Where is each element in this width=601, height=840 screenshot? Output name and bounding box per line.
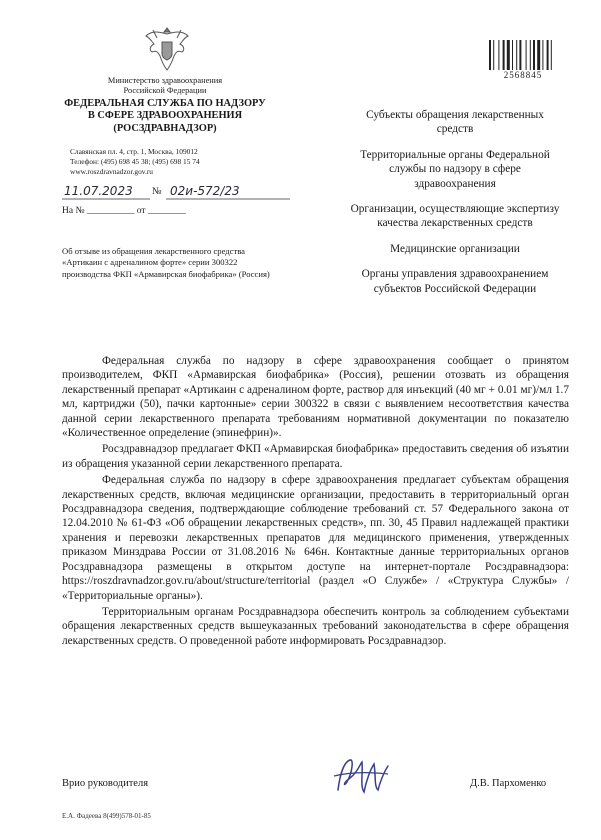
barcode-bar (526, 40, 527, 70)
barcode-bar (516, 40, 517, 70)
address-line: www.roszdravnadzor.gov.ru (70, 167, 153, 176)
registration-number: 02и-572/23 (170, 184, 240, 198)
body-paragraph: Федеральная служба по надзору в сфере здравоохранения предлагает субъектам обращения лекарственных средств, включая медицинские организации, предоставить в территориальный орган Росздравнадзора сведения, подтверждающие соблюдение требований ст. 57 Федерального закона от 12.04.2010 № 61-ФЗ «Об обращении лекарственных средств», пп. 30, 45 Правил надлежащей практики хранения и перевозки лекарственных препаратов для медицинского применения, утвержденных приказом Минздрава России от 31.08.2016 № 646н. Контактные данные территориальных органов Росздравнадзора размещены в открытом доступе на интернет-портале Росздравнадзора: https://roszdravnadzor.gov.ru/about/structure/territorial (раздел «О Службе» / «Структура Службы» / «Территориальные органы»). (62, 474, 569, 602)
body-paragraph: Федеральная служба по надзору в сфере здравоохранения сообщает о принятом производителем, ФКП «Армавирская биофабрика» (Россия), решении отозвать из обращения лекарственный препарат «Артикаин с адреналином форте, раствор для инъекций (40 мг + 0.01 мг)/мл 1.7 мл, картриджи (50), пачки картонные» серии 300322 в связи с выявлением несоответствия качества данной серии лекарственного препарата требованиям нормативной документации по показателю «Количественное определение (эпинефрин)». (62, 355, 569, 440)
barcode-bar (493, 40, 494, 70)
signatory-name: Д.В. Пархоменко (470, 778, 547, 789)
registration-date: 11.07.2023 (64, 184, 133, 198)
recipients-block (350, 108, 560, 307)
reference-line: На № __________ от ________ (62, 206, 186, 216)
service-address (70, 147, 270, 177)
barcode (488, 40, 558, 70)
ministry-line: Министерство здравоохранения (107, 76, 223, 85)
registration-no-label: № (152, 186, 162, 197)
barcode-bar (533, 40, 535, 70)
barcode-bar (489, 40, 491, 70)
recipient: Органы управления здравоохранением субъектов Российской Федерации (361, 268, 549, 295)
ministry-line: Российской Федерации (123, 86, 207, 95)
barcode-bar (507, 40, 510, 70)
letter-body (62, 354, 569, 650)
recipient: Территориальные органы Федеральной службы по надзору в сфере здравоохранения (360, 148, 550, 190)
registration-line (62, 184, 292, 204)
barcode-number: 2568845 (503, 70, 543, 80)
handwritten-signature (330, 754, 392, 798)
barcode-bar (512, 40, 513, 70)
recipient: Субъекты обращения лекарственных средств (366, 109, 544, 136)
service-line: В СФЕРЕ ЗДРАВООХРАНЕНИЯ (87, 110, 243, 122)
body-paragraph: Территориальным органам Росздравнадзора обеспечить контроль за соблюдением субъектами обращения лекарственных средств вышеуказанных требований законодательства в сфере обращения лекарственных средств. О проведенной работе информировать Росздравнадзор. (62, 605, 569, 647)
barcode-bar (530, 40, 531, 70)
letter-subject: Об отзыве из обращения лекарственного средства «Артикаин с адреналином форте» серии 300322 производства ФКП «Армавирская биофабрика» (Россия) (62, 246, 270, 279)
body-paragraph: Росздравнадзор предлагает ФКП «Армавирская биофабрика» предоставить сведения об изъятии из обращения указанной серии лекарственного препарата. (62, 443, 569, 470)
service-name (52, 98, 278, 135)
barcode-bar (503, 40, 505, 70)
service-line: ФЕДЕРАЛЬНАЯ СЛУЖБА ПО НАДЗОРУ (64, 98, 266, 109)
address-line: Славянская пл. 4, стр. 1, Москва, 109012 (70, 147, 198, 156)
barcode-bar (519, 40, 521, 70)
recipient: Медицинские организации (390, 242, 520, 255)
service-line: (РОСЗДРАВНАДЗОР) (113, 122, 217, 134)
barcode-bar (551, 40, 552, 70)
ministry-name (60, 76, 270, 96)
executor-contact: Е.А. Фадеева 8(499)578-01-85 (62, 812, 151, 820)
barcode-bar (547, 40, 549, 70)
barcode-bar (537, 40, 540, 70)
barcode-bar (498, 40, 499, 70)
coat-of-arms-emblem (142, 22, 192, 74)
signatory-role: Врио руководителя (62, 778, 149, 789)
recipient: Организации, осуществляющие экспертизу качества лекарственных средств (350, 203, 560, 230)
barcode-bar (542, 40, 543, 70)
address-line: Телефон: (495) 698 45 38; (495) 698 15 74 (70, 157, 200, 166)
